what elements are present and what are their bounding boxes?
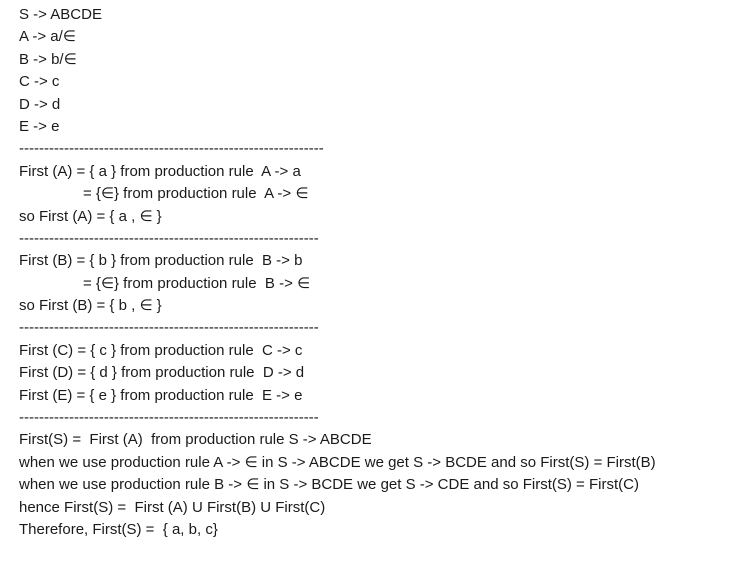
grammar-rule-d: D -> d — [19, 95, 61, 113]
first-s-line-4: hence First(S) = First (A) U First(B) U First(C) — [19, 498, 326, 516]
grammar-rule-c: C -> c — [19, 73, 60, 91]
document-body — [19, 4, 739, 541]
grammar-rules — [19, 4, 739, 138]
grammar-rule-s: S -> ABCDE — [19, 6, 102, 23]
first-b-result: so First (B) = { b , ∈ } — [19, 297, 162, 315]
separator-4: ------------------------------------------------------------ — [19, 409, 319, 427]
first-a-line-1: First (A) = { a } from production rule A -> a — [19, 162, 301, 180]
first-a-line-2: = {∈} from production rule A -> ∈ — [83, 185, 309, 203]
first-d-line: First (D) = { d } from production rule D -> d — [19, 364, 305, 382]
grammar-rule-e: E -> e — [19, 117, 60, 135]
grammar-rule-a: A -> a/∈ — [19, 28, 76, 46]
first-c-line: First (C) = { c } from production rule C -> c — [19, 341, 303, 359]
first-a-result: so First (A) = { a , ∈ } — [19, 207, 162, 225]
separator-3: ------------------------------------------------------------ — [19, 319, 319, 337]
separator-2: ------------------------------------------------------------ — [19, 229, 319, 247]
first-b-line-2: = {∈} from production rule B -> ∈ — [83, 274, 311, 292]
first-s-line-3: when we use production rule B -> ∈ in S -> BCDE we get S -> CDE and so First(S) = First(C) — [19, 476, 639, 494]
first-cde-section — [19, 340, 739, 407]
first-a-section — [19, 161, 739, 228]
separator-1: ------------------------------------------------------------- — [19, 140, 324, 158]
first-e-line: First (E) = { e } from production rule E -> e — [19, 386, 303, 404]
grammar-rule-b: B -> b/∈ — [19, 50, 77, 68]
first-s-conclusion: Therefore, First(S) = { a, b, c} — [19, 520, 218, 538]
first-s-section — [19, 429, 739, 541]
first-s-line-1: First(S) = First (A) from production rule S -> ABCDE — [19, 431, 372, 449]
first-b-section — [19, 250, 739, 317]
first-b-line-1: First (B) = { b } from production rule B -> b — [19, 252, 303, 270]
first-s-line-2: when we use production rule A -> ∈ in S -> ABCDE we get S -> BCDE and so First(S) = First(B) — [19, 453, 656, 471]
